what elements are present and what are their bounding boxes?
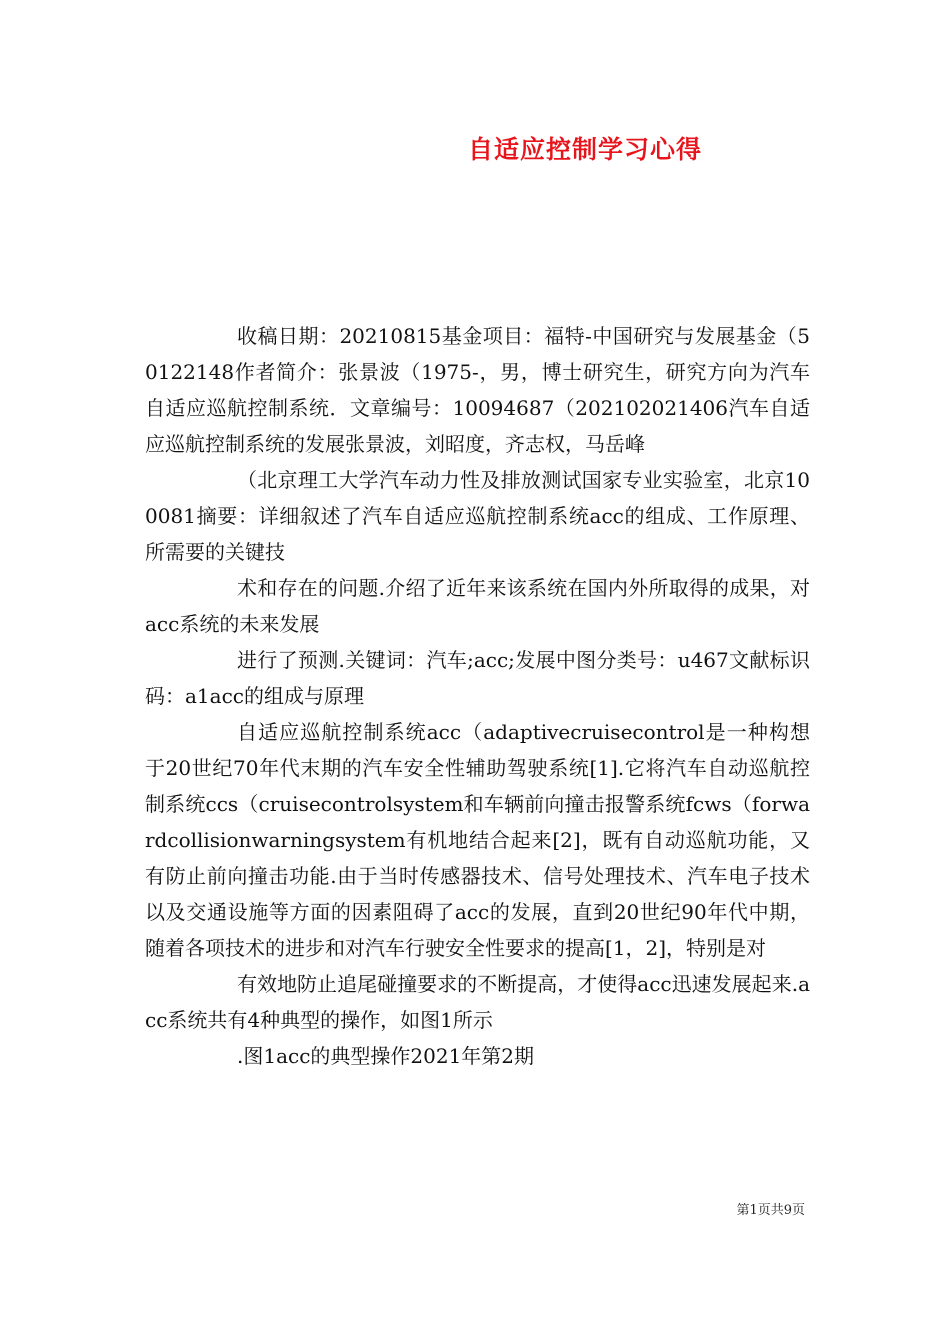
paragraph-1: 收稿日期：20210815基金项目：福特-中国研究与发展基金（50122148作者简介：张景波（1975-，男，博士研究生，研究方向为汽车自适应巡航控制系统．文章编号：10094687（202102021406汽车自适应巡航控制系统的发展张景波，刘昭度，齐志权，马岳峰	[145, 324, 810, 456]
page-indicator: 第1页共9页	[736, 1203, 805, 1218]
paragraph-3: 术和存在的问题.介绍了近年来该系统在国内外所取得的成果，对acc系统的未来发展	[145, 576, 810, 636]
paragraph-5: 自适应巡航控制系统acc（adaptivecruisecontrol是一种构想于20世纪70年代末期的汽车安全性辅助驾驶系统[1].它将汽车自动巡航控制系统ccs（cruisecontrolsystem和车辆前向撞击报警系统fcws（forwardcollisionwarningsystem有机地结合起来[2]，既有自动巡航功能，又有防止前向撞击功能.由于当时传感器技术、信号处理技术、汽车电子技术以及交通设施等方面的因素阻碍了acc的发展，直到20世纪90年代中期，随着各项技术的进步和对汽车行驶安全性要求的提高[1，2]，特别是对	[145, 720, 810, 960]
paragraph-7: .图1acc的典型操作2021年第2期	[237, 1044, 535, 1068]
paragraph-6: 有效地防止追尾碰撞要求的不断提高，才使得acc迅速发展起来.acc系统共有4种典型的操作，如图1所示	[145, 972, 810, 1032]
paragraph-2: （北京理工大学汽车动力性及排放测试国家专业实验室，北京100081摘要：详细叙述了汽车自适应巡航控制系统acc的组成、工作原理、所需要的关键技	[145, 468, 810, 564]
paragraph-4: 进行了预测.关键词：汽车;acc;发展中图分类号：u467文献标识码：a1acc的组成与原理	[145, 648, 810, 708]
document-body	[145, 318, 810, 1074]
page-title: 自适应控制学习心得	[467, 135, 702, 164]
